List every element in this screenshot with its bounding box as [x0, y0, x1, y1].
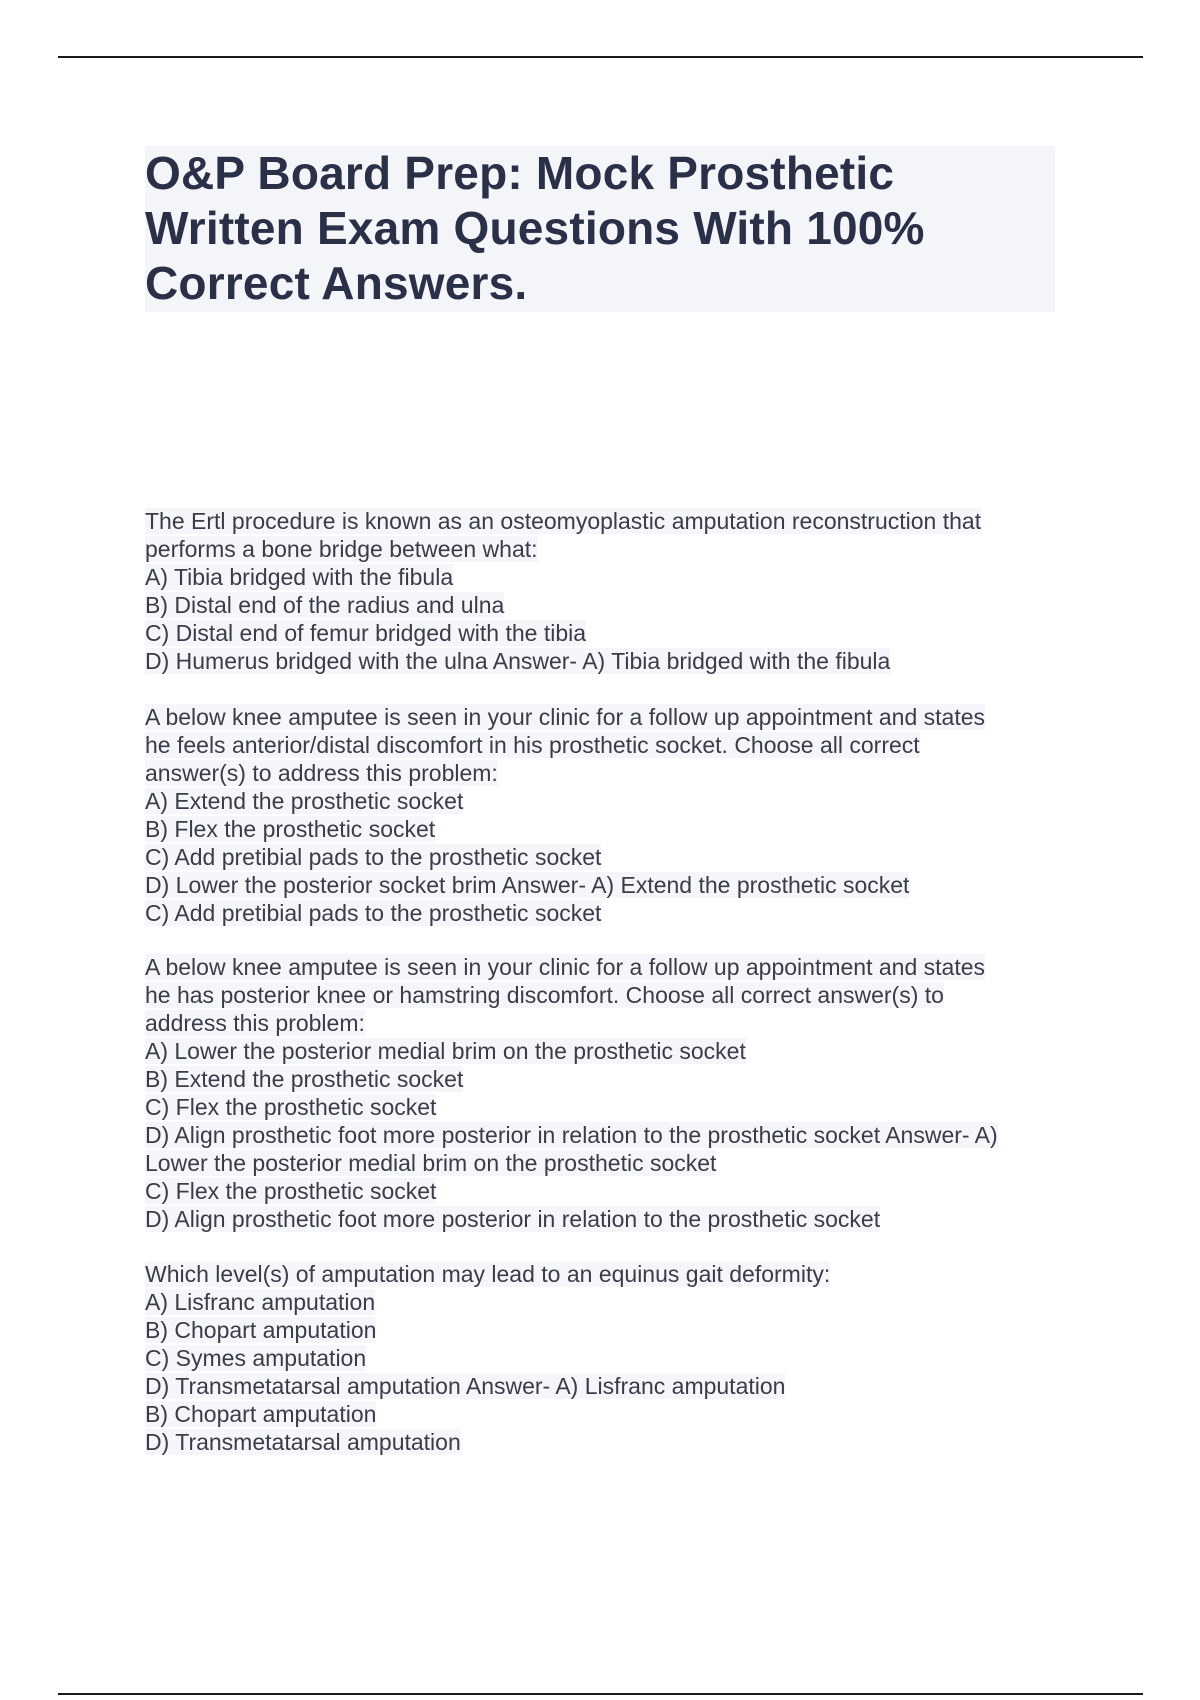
option-line: A) Lower the posterior medial brim on the prosthetic socket	[145, 1038, 746, 1064]
title-line: Written Exam Questions With 100%	[145, 202, 925, 254]
option-line: C) Flex the prosthetic socket	[145, 1094, 437, 1120]
question-line: performs a bone bridge between what:	[145, 536, 538, 562]
question-block-1	[145, 507, 1075, 675]
title-line: Correct Answers.	[145, 257, 528, 309]
answer-line: D) Transmetatarsal amputation	[145, 1429, 461, 1455]
header-rule	[58, 56, 1143, 58]
footer-rule	[58, 1693, 1143, 1695]
answer-line: C) Flex the prosthetic socket	[145, 1178, 437, 1204]
answer-line: B) Chopart amputation	[145, 1401, 377, 1427]
question-line: A below knee amputee is seen in your clinic for a follow up appointment and states	[145, 954, 985, 980]
option-line: B) Distal end of the radius and ulna	[145, 592, 505, 618]
question-line: The Ertl procedure is known as an osteomyoplastic amputation reconstruction that	[145, 508, 982, 534]
option-line: B) Extend the prosthetic socket	[145, 1066, 464, 1092]
option-line: C) Add pretibial pads to the prosthetic socket	[145, 844, 602, 870]
answer-line: D) Align prosthetic foot more posterior in relation to the prosthetic socket	[145, 1206, 881, 1232]
option-line: B) Chopart amputation	[145, 1317, 377, 1343]
option-line: C) Symes amputation	[145, 1345, 367, 1371]
answer-line: D) Lower the posterior socket brim Answer- A) Extend the prosthetic socket	[145, 872, 910, 898]
question-block-2	[145, 703, 1075, 927]
option-line: A) Lisfranc amputation	[145, 1289, 376, 1315]
option-line: A) Extend the prosthetic socket	[145, 788, 464, 814]
question-line: he has posterior knee or hamstring discomfort. Choose all correct answer(s) to	[145, 982, 944, 1008]
answer-line: D) Transmetatarsal amputation Answer- A) Lisfranc amputation	[145, 1373, 786, 1399]
document-title	[145, 146, 1055, 311]
option-line: C) Distal end of femur bridged with the tibia	[145, 620, 587, 646]
answer-line: D) Align prosthetic foot more posterior in relation to the prosthetic socket Answer- A)	[145, 1122, 998, 1148]
question-block-3	[145, 953, 1075, 1233]
option-line: B) Flex the prosthetic socket	[145, 816, 436, 842]
question-line: he feels anterior/distal discomfort in his prosthetic socket. Choose all correct	[145, 732, 920, 758]
title-line: O&P Board Prep: Mock Prosthetic	[145, 147, 895, 199]
answer-line: D) Humerus bridged with the ulna Answer- A) Tibia bridged with the fibula	[145, 648, 891, 674]
answer-line: Lower the posterior medial brim on the prosthetic socket	[145, 1150, 717, 1176]
answer-line: C) Add pretibial pads to the prosthetic socket	[145, 900, 602, 926]
question-line: Which level(s) of amputation may lead to an equinus gait deformity:	[145, 1261, 831, 1287]
question-line: answer(s) to address this problem:	[145, 760, 498, 786]
title-block	[145, 146, 1055, 312]
question-line: A below knee amputee is seen in your clinic for a follow up appointment and states	[145, 704, 985, 730]
question-line: address this problem:	[145, 1010, 365, 1036]
question-block-4	[145, 1260, 1075, 1456]
option-line: A) Tibia bridged with the fibula	[145, 564, 454, 590]
